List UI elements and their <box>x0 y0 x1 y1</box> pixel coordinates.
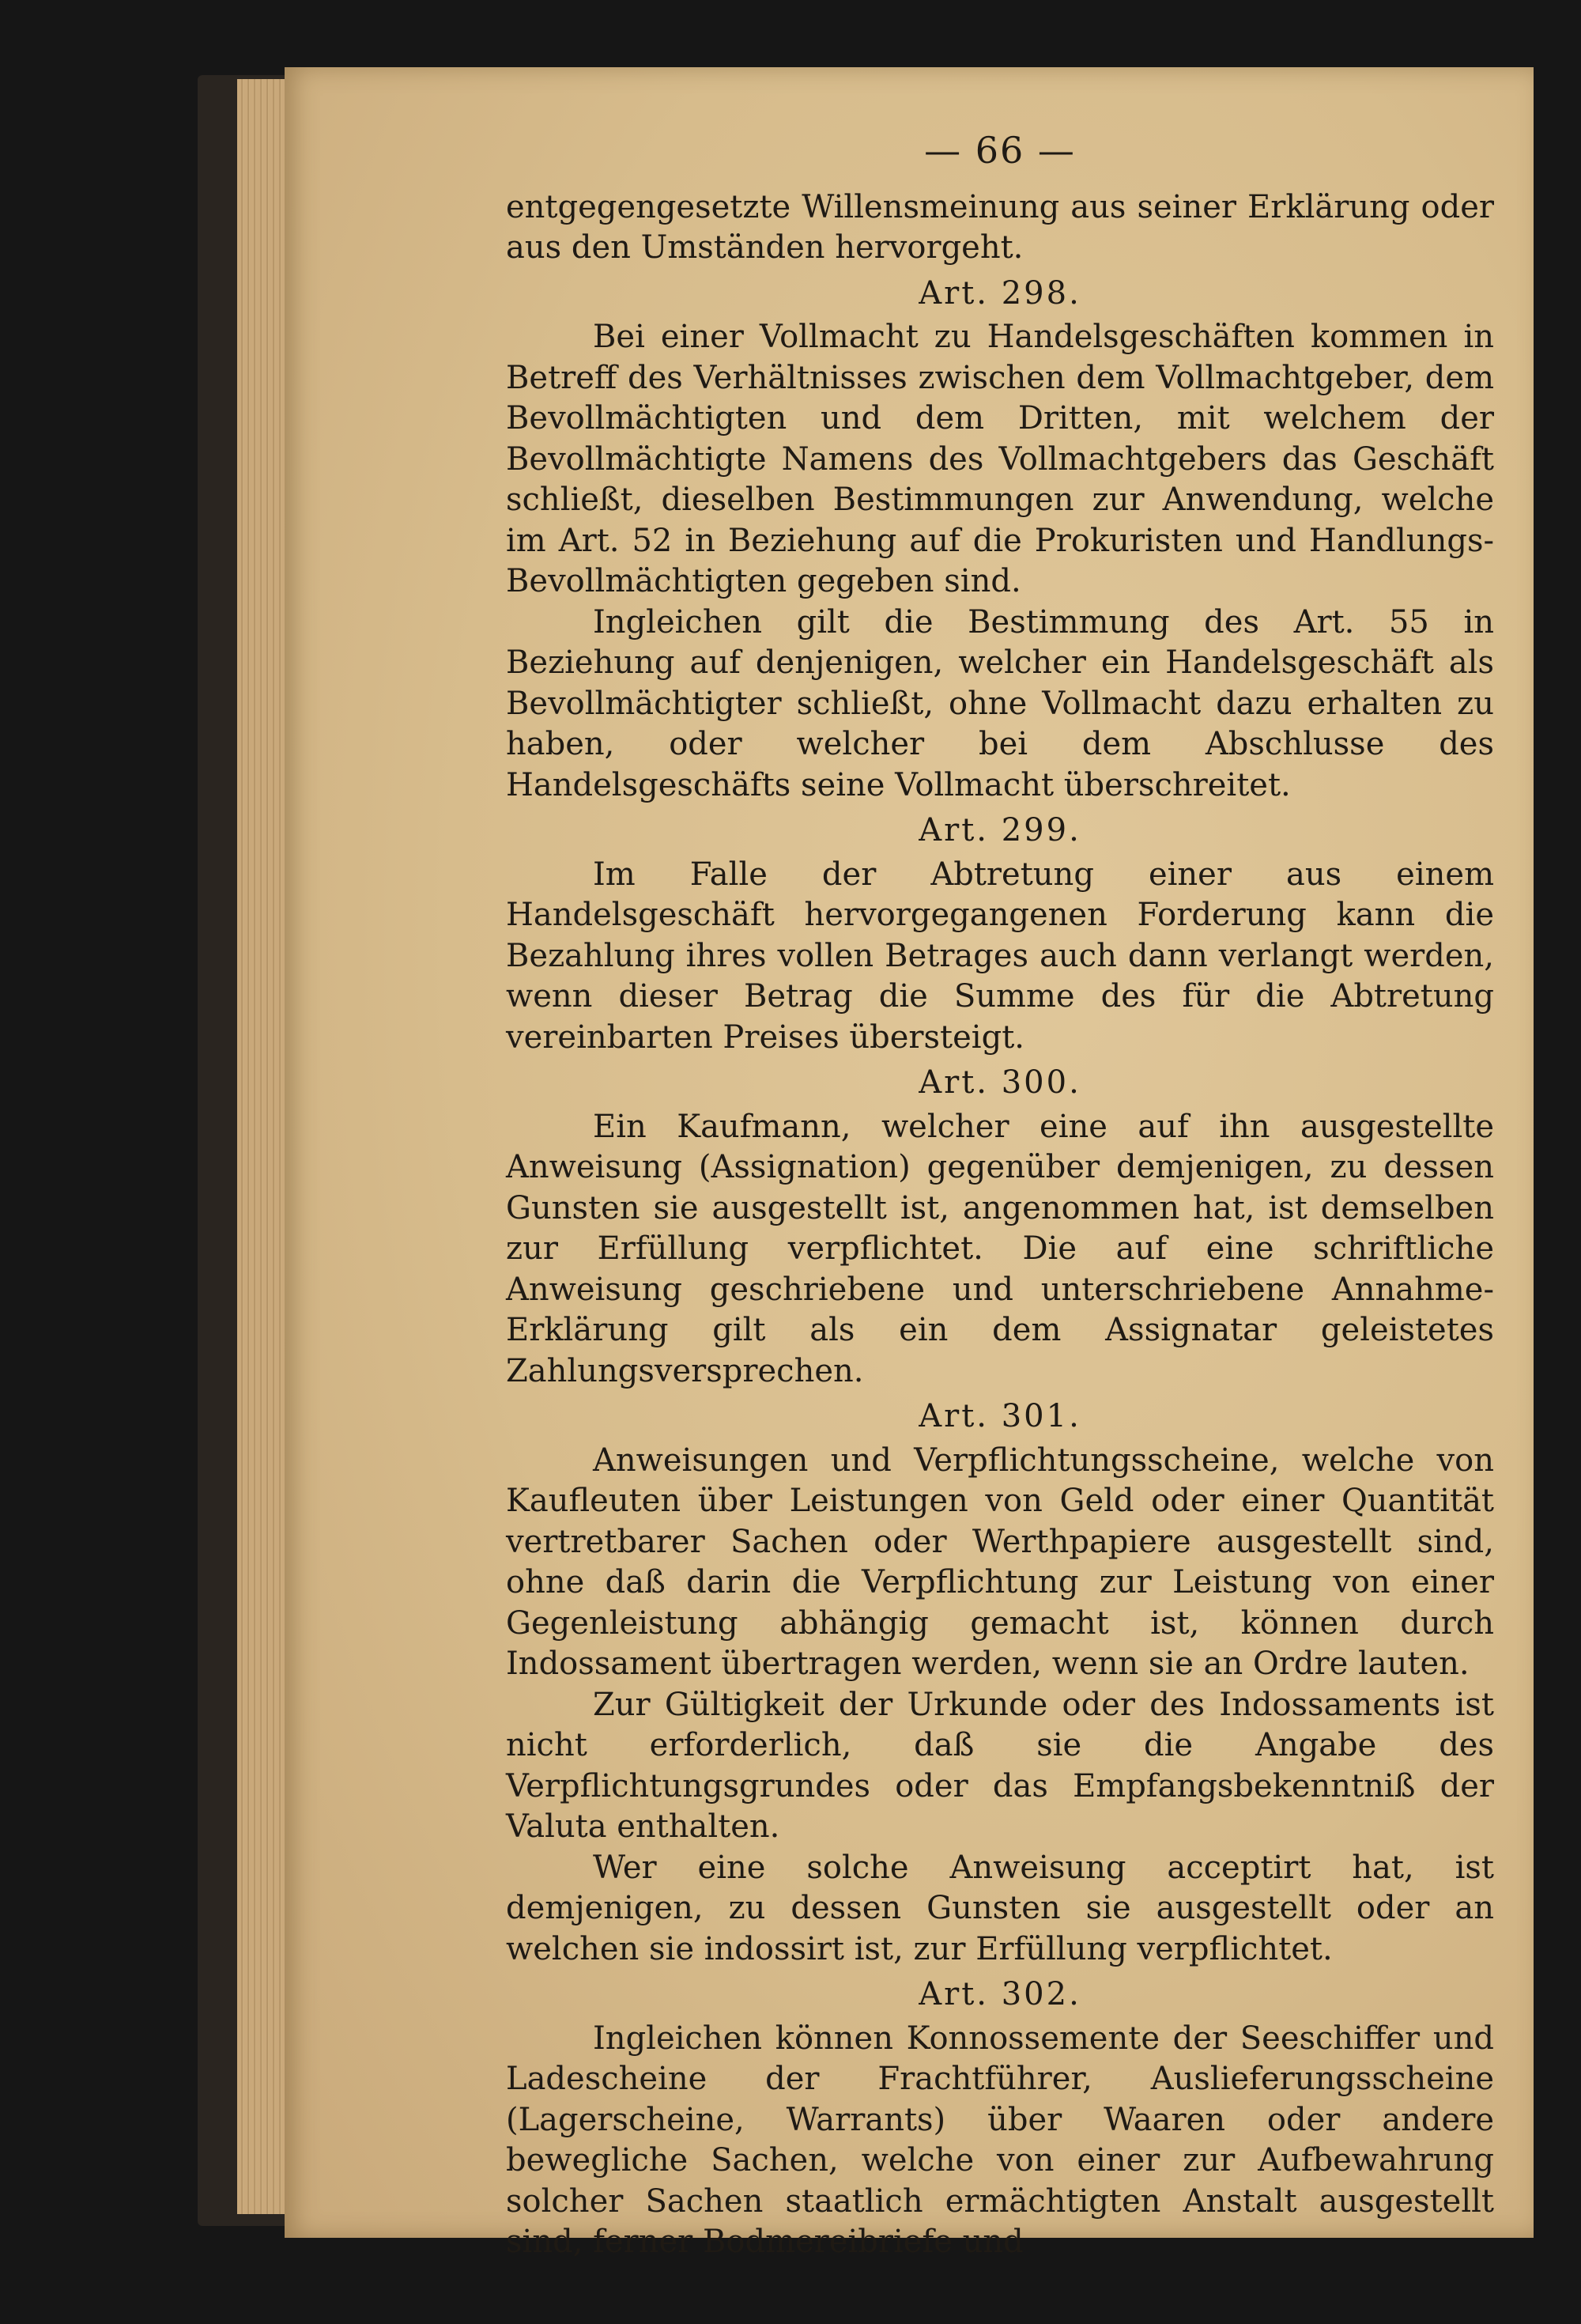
paragraph: Wer eine solche Anweisung acceptirt hat, ist demjenigen, zu dessen Gunsten sie ausgestellt oder an welchen sie indossirt ist, zur Erfüllung verpflichtet. <box>506 1849 1494 1967</box>
article-heading-300: Art. 300. <box>919 1064 1081 1101</box>
article-heading-301: Art. 301. <box>919 1398 1081 1434</box>
paragraph: Ingleichen können Konnossemente der Seeschiffer und Ladescheine der Frachtführer, Auslieferungsscheine (Lagerscheine, Warrants) über Waaren oder andere bewegliche Sachen, welche von einer zur Aufbewahrung solcher Sachen staatlich ermächtigten Anstalt ausgestellt sind, ferner Bodmereibriefe und <box>506 2020 1494 2260</box>
paragraph: Ein Kaufmann, welcher eine auf ihn ausgestellte Anweisung (Assignation) gegenüber demjenigen, zu dessen Gunsten sie ausgestellt ist, angenommen hat, ist demselben zur Erfüllung verpflichtet. Die auf eine schriftliche Anweisung geschriebene und unterschriebene Annahme-Erklärung gilt als ein dem Assignatar geleistetes Zahlungsversprechen. <box>506 1108 1494 1389</box>
paragraph: Anweisungen und Verpflichtungsscheine, welche von Kaufleuten über Leistungen von Geld oder einer Quantität vertretbarer Sachen oder Werthpapiere ausgestellt sind, ohne daß darin die Verpflichtung zur Leistung von einer Gegenleistung abhängig gemacht ist, können durch Indossament übertragen werden, wenn sie an Ordre lauten. <box>506 1442 1494 1682</box>
paragraph: Zur Gültigkeit der Urkunde oder des Indossaments ist nicht erforderlich, daß sie die Angabe des Verpflichtungsgrundes oder das Empfangsbekenntniß der Valuta enthalten. <box>506 1686 1494 1845</box>
article-heading-298: Art. 298. <box>919 274 1081 312</box>
article-heading-302: Art. 302. <box>919 1976 1081 2012</box>
paragraph: Ingleichen gilt die Bestimmung des Art. 55 in Beziehung auf denjenigen, welcher ein Handelsgeschäft als Bevollmächtigter schließt, ohne Vollmacht dazu erhalten zu haben, oder welcher bei dem Abschlusse des Handelsgeschäfts seine Vollmacht überschreitet. <box>506 603 1494 803</box>
page-text <box>506 130 1494 2263</box>
paragraph: Im Falle der Abtretung einer aus einem Handelsgeschäft hervorgegangenen Forderung kann die Bezahlung ihres vollen Betrages auch dann verlangt werden, wenn dieser Betrag die Summe des für die Abtretung vereinbarten Preises übersteigt. <box>506 856 1494 1056</box>
paragraph: Bei einer Vollmacht zu Handelsgeschäften kommen in Betreff des Verhältnisses zwischen dem Vollmachtgeber, dem Bevollmächtigten und dem Dritten, mit welchem der Bevollmächtigte Namens des Vollmachtgebers das Geschäft schließt, dieselben Bestimmungen zur Anwendung, welche im Art. 52 in Beziehung auf die Prokuristen und Handlungs-Bevollmächtigten gegeben sind. <box>506 319 1494 599</box>
paragraph-continuation: entgegengesetzte Willensmeinung aus seiner Erklärung oder aus den Umständen hervorgeht. <box>506 188 1494 266</box>
article-heading-299: Art. 299. <box>919 812 1081 848</box>
page-number: — 66 — <box>924 129 1076 172</box>
